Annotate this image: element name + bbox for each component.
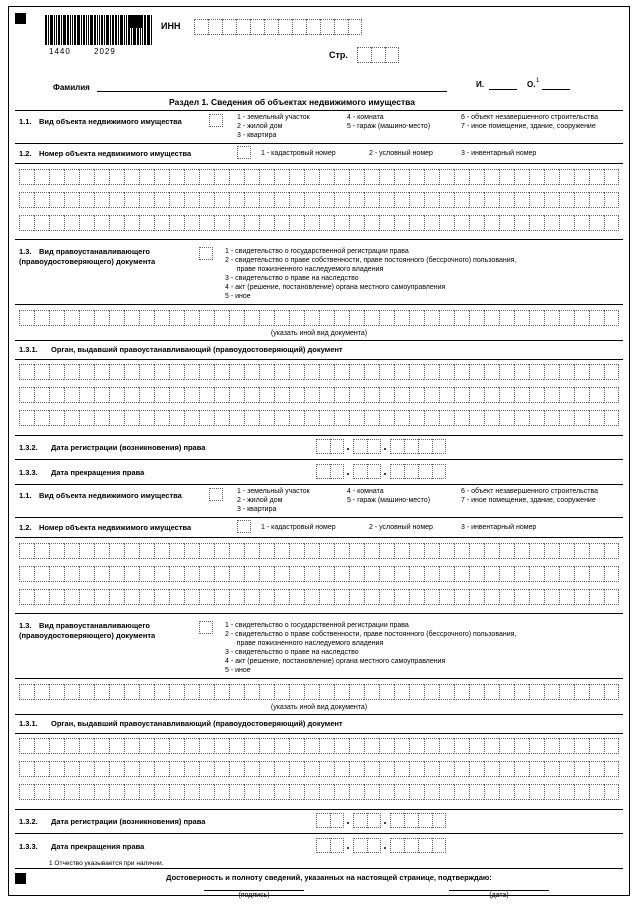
block2-termination-date-separator-1 [347, 847, 349, 849]
field-1-2-option-3: 3 - инвентарный номер [461, 150, 537, 157]
field-1-3-label-line1: Вид правоустанавливающего [39, 247, 150, 256]
block2-registration-date-separator-2 [384, 822, 386, 824]
field-1-1-option-3: 3 - квартира [237, 132, 277, 139]
divider-after-1-3-1 [15, 435, 623, 436]
block2-field-1-3-3-label: Дата прекращения права [51, 842, 145, 851]
registration-date-separator-1 [347, 448, 349, 450]
corner-mark-barcode-right [129, 15, 142, 28]
divider-after-object-number [15, 239, 623, 240]
block2-field-1-1-option-7: 7 - иное помещение, здание, сооружение [461, 497, 596, 504]
registration-date-month[interactable] [353, 439, 381, 454]
field-1-2-option-2: 2 - условный номер [369, 150, 433, 157]
field-1-1-option-4: 4 - комната [347, 114, 384, 121]
surname-input[interactable] [97, 91, 447, 92]
initial-first-label: И. [476, 80, 484, 89]
block2-registration-date-month[interactable] [353, 813, 381, 828]
divider-after-1-3-1-label [15, 359, 623, 360]
field-1-1-input[interactable] [209, 114, 223, 127]
block2-termination-date-separator-2 [384, 847, 386, 849]
field-1-2-label: Номер объекта недвижимого имущества [39, 149, 192, 158]
divider-after-1-3 [15, 304, 623, 305]
field-1-3-3-label: Дата прекращения права [51, 468, 145, 477]
surname-label: Фамилия [53, 83, 90, 92]
block2-field-1-3-input[interactable] [199, 621, 213, 634]
block2-field-1-3-number: 1.3. [19, 621, 32, 630]
footnote-text: 1 Отчество указывается при наличии. [49, 860, 164, 867]
block2-field-1-3-1-label: Орган, выдавший правоустанавливающий (правоудостоверяющий) документ [51, 719, 343, 728]
block2-object-number-row-2[interactable] [19, 566, 619, 582]
block2-field-1-2-option-1: 1 - кадастровый номер [261, 524, 336, 531]
field-1-3-1-number: 1.3.1. [19, 345, 38, 354]
block2-field-1-3-2-number: 1.3.2. [19, 817, 38, 826]
block2-divider-after-1-3 [15, 678, 623, 679]
object-number-row-2[interactable] [19, 192, 619, 208]
field-1-3-option-2b: праве пожизненного наследуемого владения [225, 266, 384, 273]
block2-termination-date-day[interactable] [316, 838, 344, 853]
divider-end-block-1 [15, 484, 623, 485]
termination-date-separator-1 [347, 473, 349, 475]
field-1-3-option-2: 2 - свидетельство о праве собственности, праве постоянного (бессрочного) пользования, [225, 257, 517, 264]
field-1-3-input[interactable] [199, 247, 213, 260]
block2-field-1-1-option-2: 2 - жилой дом [237, 497, 283, 504]
termination-date-separator-2 [384, 473, 386, 475]
block2-specify-other-document-hint: (указать иной вид документа) [270, 704, 368, 711]
field-1-3-option-5: 5 - иное [225, 293, 251, 300]
block2-termination-date-year[interactable] [390, 838, 446, 853]
block2-field-1-3-option-1: 1 - свидетельство о государственной регистрации права [225, 622, 409, 629]
page-number-label: Стр. [329, 50, 348, 60]
field-1-3-label-line2: (правоудостоверяющего) документа [19, 257, 156, 266]
field-1-3-option-1: 1 - свидетельство о государственной регистрации права [225, 248, 409, 255]
date-caption: (дата) [489, 892, 509, 899]
initial-second-label: О. [527, 80, 536, 89]
issuing-authority-row-2[interactable] [19, 387, 619, 403]
block2-registration-date-year[interactable] [390, 813, 446, 828]
section-title: Раздел 1. Сведения об объектах недвижимого имущества [169, 97, 415, 107]
divider-before-confirmation [15, 868, 623, 869]
block2-other-document-row[interactable] [19, 684, 619, 700]
block2-field-1-3-option-2b: праве пожизненного наследуемого владения [225, 640, 384, 647]
block2-termination-date-month[interactable] [353, 838, 381, 853]
block2-divider-after-1-3-1 [15, 809, 623, 810]
registration-date-separator-2 [384, 448, 386, 450]
block2-field-1-1-option-3: 3 - квартира [237, 506, 277, 513]
block2-field-1-1-option-5: 5 - гараж (машино-место) [347, 497, 431, 504]
inn-input[interactable] [194, 19, 362, 35]
field-1-1-option-1: 1 - земельный участок [237, 114, 310, 121]
block2-field-1-3-option-3: 3 - свидетельство о праве на наследство [225, 649, 359, 656]
registration-date-day[interactable] [316, 439, 344, 454]
field-1-1-option-5: 5 - гараж (машино-место) [347, 123, 431, 130]
block2-field-1-3-option-4: 4 - акт (решение, постановление) органа местного самоуправления [225, 658, 446, 665]
inn-label: ИНН [161, 21, 181, 31]
block2-divider-after-1-2 [15, 537, 623, 538]
block2-field-1-3-3-number: 1.3.3. [19, 842, 38, 851]
field-1-1-option-2: 2 - жилой дом [237, 123, 283, 130]
footnote-marker: 1 [536, 78, 540, 84]
block2-field-1-1-option-4: 4 - комната [347, 488, 384, 495]
object-number-row-1[interactable] [19, 169, 619, 185]
field-1-3-1-label: Орган, выдавший правоустанавливающий (правоудостоверяющий) документ [51, 345, 343, 354]
block2-field-1-3-option-5: 5 - иное [225, 667, 251, 674]
block2-field-1-1-option-1: 1 - земельный участок [237, 488, 310, 495]
block2-field-1-3-1-number: 1.3.1. [19, 719, 38, 728]
field-1-3-number: 1.3. [19, 247, 32, 256]
block2-field-1-3-label-line2: (правоудостоверяющего) документа [19, 631, 156, 640]
block2-field-1-1-label: Вид объекта недвижимого имущества [39, 491, 182, 500]
block2-field-1-2-option-2: 2 - условный номер [369, 524, 433, 531]
confirmation-text: Достоверность и полноту сведений, указанных на настоящей странице, подтверждаю: [166, 873, 492, 882]
termination-date-year[interactable] [390, 464, 446, 479]
specify-other-document-hint: (указать иной вид документа) [270, 330, 368, 337]
block2-field-1-2-label: Номер объекта недвижимого имущества [39, 523, 192, 532]
corner-mark-top-left [15, 13, 26, 24]
block2-issuing-authority-row-3[interactable] [19, 784, 619, 800]
issuing-authority-row-3[interactable] [19, 410, 619, 426]
block2-field-1-2-number: 1.2. [19, 523, 32, 532]
signature-caption: (подпись) [238, 892, 270, 899]
block2-registration-date-day[interactable] [316, 813, 344, 828]
block2-divider-after-1-1 [15, 517, 623, 518]
field-1-3-option-4: 4 - акт (решение, постановление) органа местного самоуправления [225, 284, 446, 291]
field-1-3-2-label: Дата регистрации (возникновения) права [51, 443, 206, 452]
block2-field-1-1-input[interactable] [209, 488, 223, 501]
object-number-row-3[interactable] [19, 215, 619, 231]
field-1-2-input[interactable] [237, 146, 251, 159]
divider-after-other-doc [15, 340, 623, 341]
field-1-2-option-1: 1 - кадастровый номер [261, 150, 336, 157]
registration-date-year[interactable] [390, 439, 446, 454]
block2-field-1-3-2-label: Дата регистрации (возникновения) права [51, 817, 206, 826]
block2-field-1-2-input[interactable] [237, 520, 251, 533]
divider-after-1-3-2 [15, 459, 623, 460]
block2-issuing-authority-row-1[interactable] [19, 738, 619, 754]
field-1-3-3-number: 1.3.3. [19, 468, 38, 477]
field-1-1-number: 1.1. [19, 117, 32, 126]
corner-mark-bottom-left [15, 873, 26, 884]
initial-second-input[interactable] [542, 89, 570, 90]
block2-registration-date-separator-1 [347, 822, 349, 824]
barcode-number-left: 1440 [49, 47, 71, 56]
divider-after-1-2 [15, 163, 623, 164]
barcode-number-right: 2029 [94, 47, 116, 56]
other-document-row[interactable] [19, 310, 619, 326]
block2-divider-after-1-3-1-label [15, 733, 623, 734]
block2-object-number-row-3[interactable] [19, 589, 619, 605]
termination-date-month[interactable] [353, 464, 381, 479]
field-1-1-label: Вид объекта недвижимого имущества [39, 117, 182, 126]
field-1-3-2-number: 1.3.2. [19, 443, 38, 452]
block2-divider-after-object-number [15, 613, 623, 614]
block2-divider-after-other-doc [15, 714, 623, 715]
initial-first-input[interactable] [489, 89, 517, 90]
field-1-1-option-7: 7 - иное помещение, здание, сооружение [461, 123, 596, 130]
block2-field-1-1-number: 1.1. [19, 491, 32, 500]
divider-after-1-1 [15, 143, 623, 144]
block2-issuing-authority-row-2[interactable] [19, 761, 619, 777]
form-sheet [8, 6, 630, 899]
field-1-1-option-6: 6 - объект незавершенного строительства [461, 114, 599, 121]
block2-field-1-2-option-3: 3 - инвентарный номер [461, 524, 537, 531]
termination-date-day[interactable] [316, 464, 344, 479]
block2-field-1-1-option-6: 6 - объект незавершенного строительства [461, 488, 599, 495]
block2-object-number-row-1[interactable] [19, 543, 619, 559]
block2-field-1-3-label-line1: Вид правоустанавливающего [39, 621, 150, 630]
block2-divider-after-1-3-2 [15, 833, 623, 834]
field-1-3-option-3: 3 - свидетельство о праве на наследство [225, 275, 359, 282]
page-number-input[interactable] [357, 47, 399, 63]
issuing-authority-row-1[interactable] [19, 364, 619, 380]
block2-field-1-3-option-2: 2 - свидетельство о праве собственности, праве постоянного (бессрочного) пользования, [225, 631, 517, 638]
field-1-2-number: 1.2. [19, 149, 32, 158]
section-divider [15, 110, 623, 111]
